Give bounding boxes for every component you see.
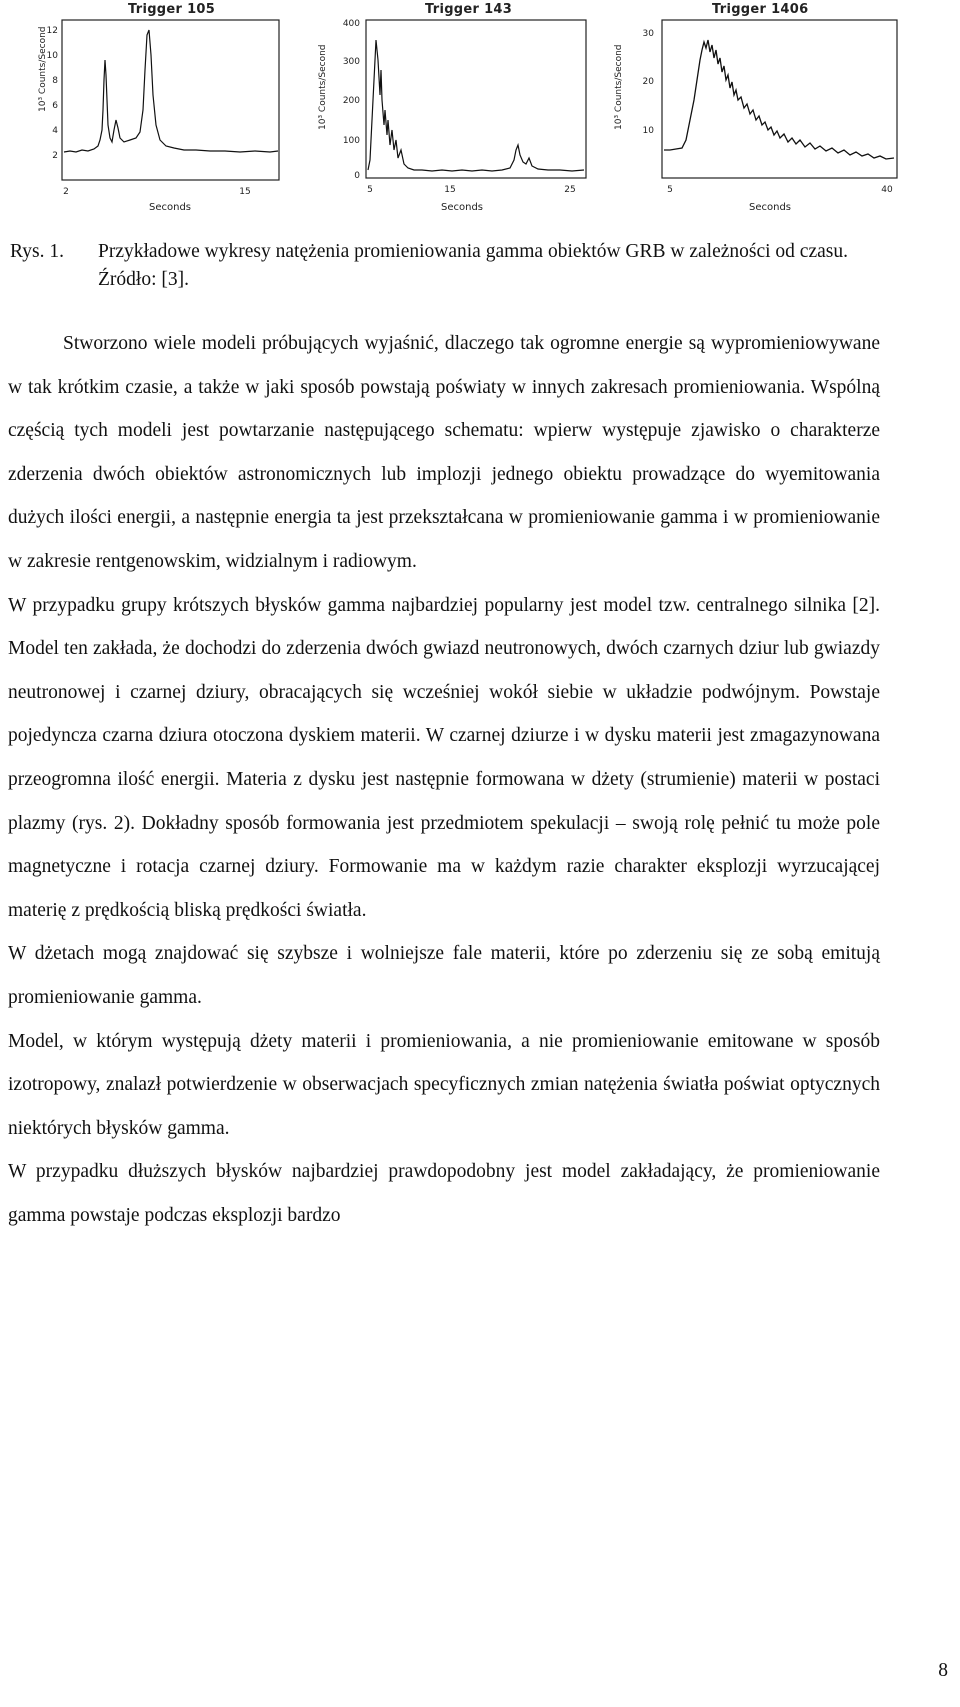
x-axis-label: Seconds xyxy=(440,202,484,213)
y-tick-label: 12 xyxy=(46,26,58,36)
panel-title: Trigger 143 xyxy=(425,2,513,17)
y-tick-label: 200 xyxy=(342,96,360,106)
y-tick-label: 0 xyxy=(354,171,360,181)
panel-title: Trigger 105 xyxy=(128,2,216,17)
y-tick-label: 10 xyxy=(642,126,654,136)
light-curve-line xyxy=(664,40,894,159)
paragraph: W dżetach mogą znajdować się szybsze i wolniejsze fale materii, które po zderzeniu się ze sobą emitują promieniowanie gamma. xyxy=(8,943,880,1008)
y-tick-label: 4 xyxy=(52,126,58,136)
panel-title: Trigger 1406 xyxy=(712,2,809,17)
x-tick-label: 2 xyxy=(63,187,69,197)
y-tick-labels xyxy=(643,29,655,136)
figure-gamma-light-curves xyxy=(0,0,960,230)
figure-caption xyxy=(10,238,880,294)
x-axis-label: Seconds xyxy=(748,202,792,213)
y-tick-label: 100 xyxy=(342,136,360,146)
light-curve-line xyxy=(368,40,584,171)
y-axis-label: 10³ Counts/Second xyxy=(614,44,624,130)
paragraph: W przypadku grupy krótszych błysków gamma najbardziej popularny jest model tzw. centralnego silnika [2]. Model ten zakłada, że dochodzi do zderzenia dwóch gwiazd neutronowych, dwóch czarnych dziur lub gwiazdy neutronowej i czarnej dziury, obracających się wcześniej wokół siebie w układzie podwójnym. Powstaje pojedyncza czarna dziura otoczona dyskiem materii. W czarnej dziurze i w dysku materii jest zmagazynowana przeogromna ilość energii. Materia z dysku jest następnie formowana w dżety (strumienie) materii w postaci plazmy (rys. 2). Dokładny sposób formowania jest przedmiotem spekulacji – swoją rolę pełnić tu może pole magnetyczne i rotacja czarnej dziury. Formowanie ma w każdym razie charakter eksplozji wyrzucającej materię z prędkością bliską prędkości światła. xyxy=(8,594,880,921)
y-tick-label: 30 xyxy=(642,29,654,39)
x-tick-label: 15 xyxy=(444,185,456,195)
caption-number: Rys. 1. xyxy=(10,241,64,262)
y-tick-label: 300 xyxy=(342,57,360,67)
y-tick-label: 8 xyxy=(52,76,58,86)
y-tick-labels xyxy=(47,26,59,161)
light-curve-line xyxy=(64,30,278,152)
y-tick-label: 10 xyxy=(46,51,58,61)
panel-trigger-1406 xyxy=(610,0,910,230)
x-tick-label: 15 xyxy=(239,187,251,197)
light-curve-chart xyxy=(610,0,910,230)
y-tick-label: 400 xyxy=(342,19,360,29)
paragraph: Model, w którym występują dżety materii i promieniowania, a nie promieniowanie emitowane w sposób izotropowy, znalazł potwierdzenie w obserwacjach specyficznych zmian natężenia światła poświat optycznych niektórych błysków gamma. xyxy=(8,1030,880,1139)
x-tick-label: 5 xyxy=(367,185,373,195)
x-axis-label: Seconds xyxy=(148,202,192,213)
paragraph: Stworzono wiele modeli próbujących wyjaśnić, dlaczego tak ogromne energie są wypromieniowywane w tak krótkim czasie, a także w jaki sposób powstają poświaty w innych zakresach promieniowania. Wspólną częścią tych modeli jest powtarzanie następującego schematu: wpierw występuje zjawisko o charakterze zderzenia dwóch obiektów astronomicznych lub implozji jednego obiektu prowadzące do wyemitowania dużych ilości energii, a następnie energia ta jest przekształcana w promieniowanie gamma i w promieniowanie w zakresie rentgenowskim, widzialnym i radiowym. xyxy=(8,333,880,572)
x-tick-label: 25 xyxy=(564,185,576,195)
body-text xyxy=(8,322,880,1237)
y-axis-label: 10³ Counts/Second xyxy=(318,44,328,130)
y-tick-label: 20 xyxy=(642,77,654,87)
caption-text: Przykładowe wykresy natężenia promieniowania gamma obiektów GRB w zależności od czasu. Źródło: [3]. xyxy=(98,241,848,290)
x-tick-label: 40 xyxy=(881,185,893,195)
page-number: 8 xyxy=(938,1660,948,1681)
y-tick-label: 6 xyxy=(52,101,58,111)
light-curve-chart xyxy=(300,0,600,230)
paragraph: W przypadku dłuższych błysków najbardziej prawdopodobny jest model zakładający, że promieniowanie gamma powstaje podczas eksplozji bardzo xyxy=(8,1161,880,1226)
y-axis-label: 10³ Counts/Second xyxy=(38,26,48,112)
panel-trigger-105 xyxy=(0,0,290,230)
y-tick-labels xyxy=(343,19,360,181)
y-tick-label: 2 xyxy=(52,151,58,161)
x-tick-label: 5 xyxy=(667,185,673,195)
panel-trigger-143 xyxy=(300,0,600,230)
